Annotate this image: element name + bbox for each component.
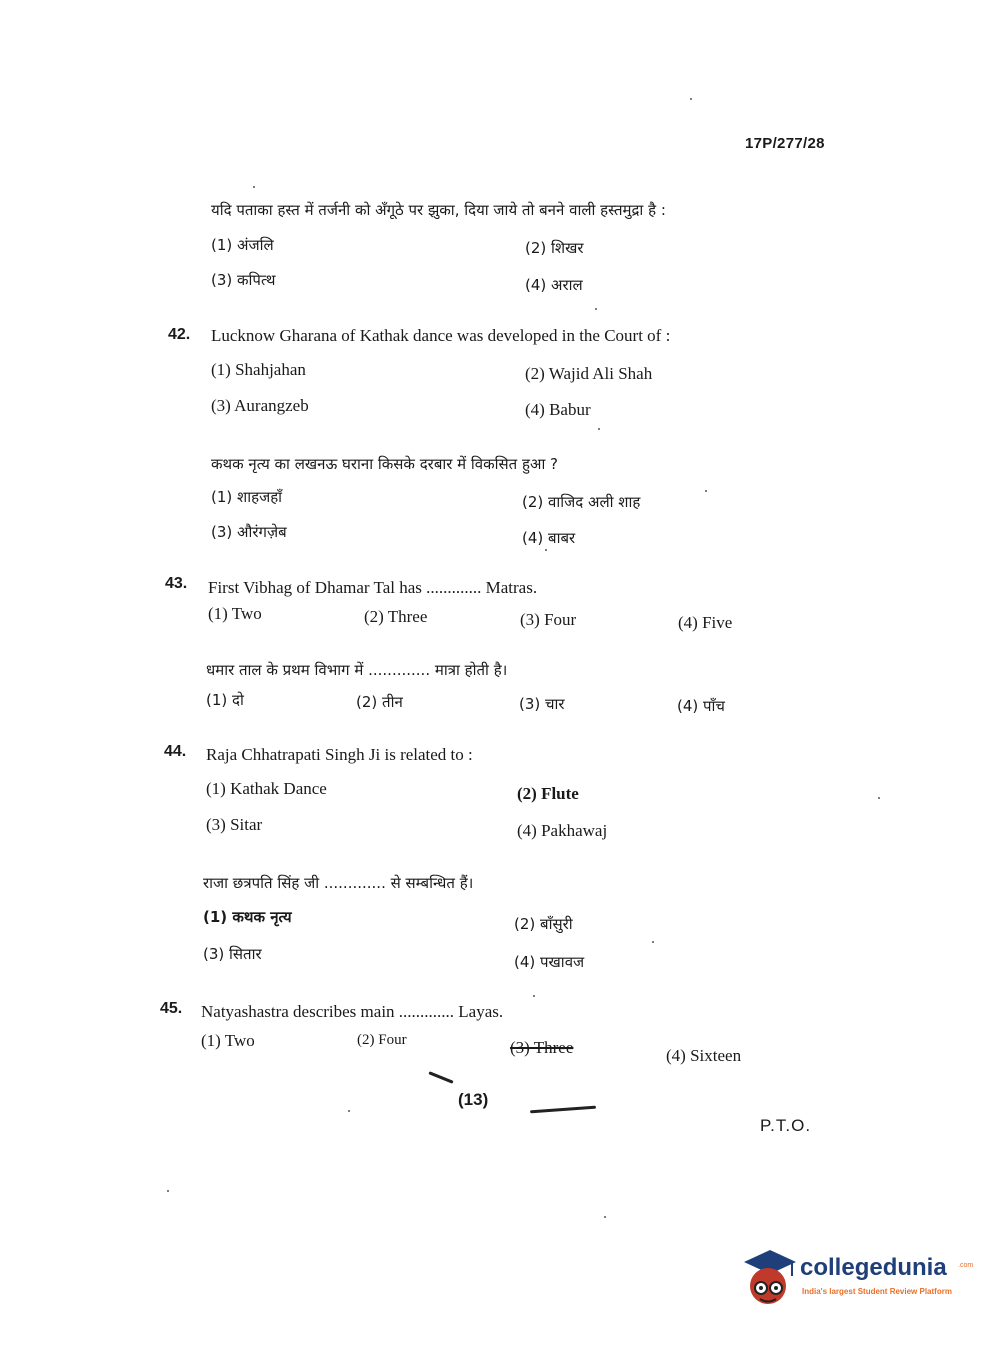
page-number: (13) <box>458 1090 489 1109</box>
paper-code: 17P/277/28 <box>745 135 825 152</box>
q42-option-2: (2) Wajid Ali Shah <box>525 364 653 383</box>
brand-domain: .com <box>958 1262 974 1269</box>
pen-stroke-right <box>530 1106 596 1114</box>
q44-option-4: (4) Pakhawaj <box>517 821 608 840</box>
scan-speck <box>545 549 547 551</box>
scan-speck <box>604 1216 606 1218</box>
q43-option-1: (1) Two <box>208 604 262 623</box>
q42-hindi-option-3: (3) औरंगज़ेब <box>211 523 287 541</box>
q45-question: Natyashastra describes main ............. Layas. <box>201 1002 504 1021</box>
q43-hindi-option-1: (1) दो <box>206 691 244 709</box>
q44-hindi-option-3: (3) सितार <box>203 945 262 963</box>
q42-option-1: (1) Shahjahan <box>211 360 306 379</box>
collegedunia-logo <box>740 1248 974 1308</box>
q42-hindi-question: कथक नृत्य का लखनऊ घराना किसके दरबार में विकसित हुआ ? <box>211 455 559 473</box>
q41-hindi-option-3: (3) कपित्थ <box>211 271 276 289</box>
scan-speck <box>167 1190 169 1192</box>
q44-hindi-option-1: (1) कथक नृत्य <box>203 908 292 926</box>
q41-hindi-option-2: (2) शिखर <box>525 239 584 257</box>
q42-option-4: (4) Babur <box>525 400 591 419</box>
q43-option-4: (4) Five <box>678 613 733 632</box>
scan-speck <box>878 797 880 799</box>
scan-speck <box>348 1110 350 1112</box>
q41-hindi-option-4: (4) अराल <box>525 276 583 294</box>
q41-hindi-question: यदि पताका हस्त में तर्जनी को अँगूठे पर झुका, दिया जाये तो बनने वाली हस्तमुद्रा है : <box>211 201 666 219</box>
q44-hindi-question: राजा छत्रपति सिंह जी ............. से सम्बन्धित हैं। <box>203 874 474 892</box>
scan-speck <box>690 98 692 100</box>
q43-hindi-question: धमार ताल के प्रथम विभाग में ............. मात्रा होती है। <box>206 661 508 679</box>
q45-option-1: (1) Two <box>201 1031 255 1050</box>
scan-speck <box>652 941 654 943</box>
q43-number: 43. <box>165 575 188 592</box>
mascot-icon <box>740 1248 798 1308</box>
q44-option-2: (2) Flute <box>517 784 579 803</box>
scan-speck <box>595 308 597 310</box>
q45-option-4: (4) Sixteen <box>666 1046 742 1065</box>
q43-hindi-option-4: (4) पाँच <box>677 697 725 715</box>
q42-number: 42. <box>168 326 191 343</box>
pto-label: P.T.O. <box>760 1116 812 1135</box>
q42-hindi-option-4: (4) बाबर <box>522 529 576 547</box>
q43-hindi-option-3: (3) चार <box>519 695 565 713</box>
q44-option-1: (1) Kathak Dance <box>206 779 327 798</box>
q44-question: Raja Chhatrapati Singh Ji is related to : <box>206 745 473 764</box>
q43-option-3: (3) Four <box>520 610 577 629</box>
q41-hindi-option-1: (1) अंजलि <box>211 236 274 254</box>
q44-number: 44. <box>164 743 187 760</box>
q44-option-3: (3) Sitar <box>206 815 263 834</box>
q43-hindi-option-2: (2) तीन <box>356 693 403 711</box>
q44-hindi-option-2: (2) बाँसुरी <box>514 915 573 933</box>
q45-option-2: (2) Four <box>357 1032 407 1048</box>
q44-hindi-option-4: (4) पखावज <box>514 953 585 971</box>
q42-hindi-option-1: (1) शाहजहाँ <box>211 488 283 506</box>
scan-speck <box>533 995 535 997</box>
q43-question: First Vibhag of Dhamar Tal has ............. Matras. <box>208 578 538 597</box>
q42-question: Lucknow Gharana of Kathak dance was developed in the Court of : <box>211 326 671 345</box>
brand-tagline: India's largest Student Review Platform <box>802 1287 952 1296</box>
scan-speck <box>598 428 600 430</box>
q42-hindi-option-2: (2) वाजिद अली शाह <box>522 493 641 511</box>
scan-speck <box>253 186 255 188</box>
q45-number: 45. <box>160 1000 183 1017</box>
pen-stroke-left <box>428 1071 453 1084</box>
q43-option-2: (2) Three <box>364 607 428 626</box>
q45-option-3: (3) Three <box>510 1038 574 1057</box>
scan-speck <box>705 490 707 492</box>
brand-name: collegedunia <box>800 1254 947 1281</box>
q42-option-3: (3) Aurangzeb <box>211 396 309 415</box>
